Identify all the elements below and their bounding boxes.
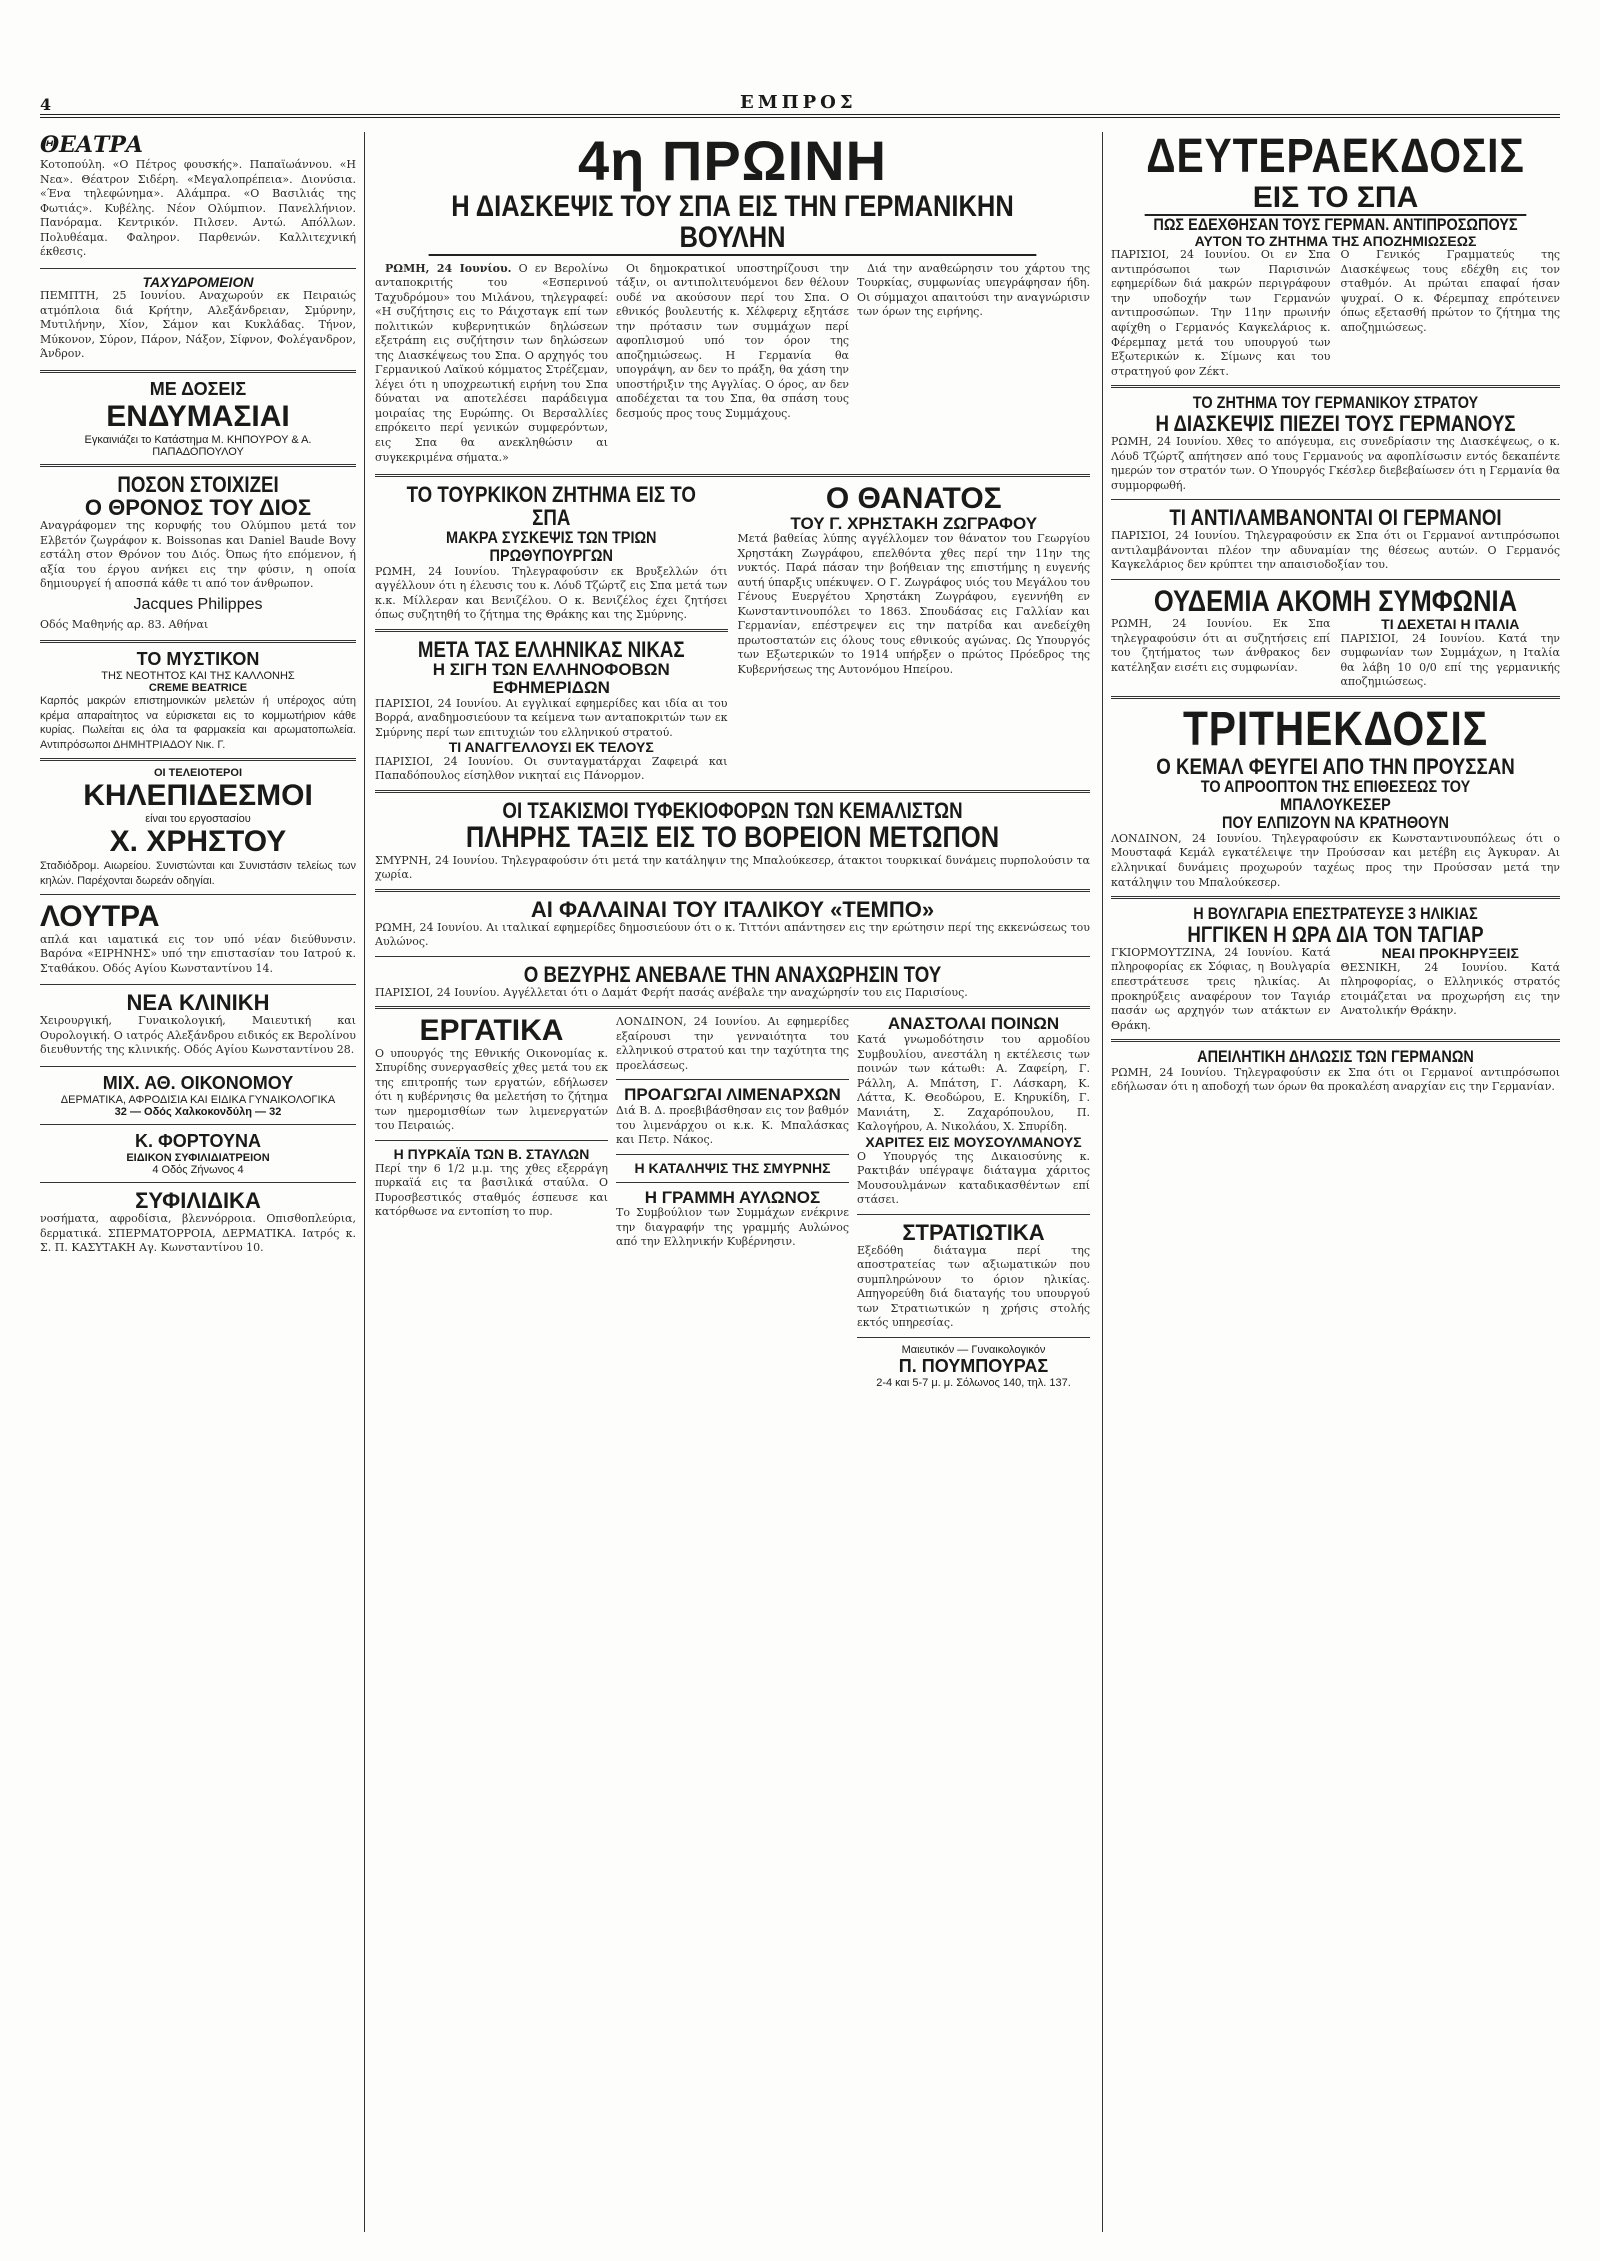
doctor2-name: Κ. ΦΟΡΤΟΥΝΑ bbox=[135, 1130, 261, 1151]
military-title: ΣΤΡΑΤΙΩΤΙΚΑ bbox=[902, 1219, 1045, 1245]
doctor1-ad bbox=[40, 1073, 356, 1118]
kemalists-text: ΣΜΥΡΝΗ, 24 Ιουνίου. Τηλεγραφούσιν ότι μετά την κατάληψιν της Μπαλούκεσερ, άτακτοι τουρκικαί δυνάμεις πυρπολούσιν τα χωρία. bbox=[375, 853, 1090, 882]
theatre-title: ΘΕΑΤΡΑ bbox=[40, 132, 143, 158]
fishermen-title: ΑΙ ΦΑΛΑΙΝΑΙ ΤΟΥ ΙΤΑΛΙΚΟΥ «ΤΕΜΠΟ» bbox=[530, 896, 935, 922]
zeus-section bbox=[40, 473, 356, 632]
main-headline: Η ΔΙΑΣΚΕΨΙΣ ΤΟΥ ΣΠΑ ΕΙΣ ΤΗΝ ΓΕΡΜΑΝΙΚΗΝ ΒΟΥΛΗΝ bbox=[429, 191, 1037, 256]
mystic-text: Καρπός μακρών επιστημονικών μελετών ή υπέροχος αύτη κρέμα απαραίτητος να εύρισκεται εις το κομμωτήριον κάθε κυρίας. Πωλείται εις όλα τα φαρμακεία και αρωματοπωλεία. Αντιπρόσωποι ΔΗΜΗΤΡΙΑΔΟΥ Νικ. Γ. bbox=[40, 695, 356, 751]
syph-ad bbox=[40, 1189, 356, 1256]
spa-headline-2: ΑΥΤΟΝ ΤΟ ΖΗΤΗΜΑ ΤΗΣ ΑΠΟΖΗΜΙΩΣΕΩΣ bbox=[1194, 232, 1477, 249]
doctor1-address: 32 — Οδός Χαλκοκονδύλη — 32 bbox=[114, 1105, 282, 1118]
vesuvius-text: ΠΑΡΙΣΙΟΙ, 24 Ιουνίου. Αγγέλλεται ότι ο Δαμάτ Φερήτ πασάς ανέβαλε την αναχώρησίν του εις Παρισίους. bbox=[375, 985, 968, 999]
baths-ad bbox=[40, 901, 356, 976]
german-statement-text: ΡΩΜΗ, 24 Ιουνίου. Τηλεγραφούσιν εκ Σπα ότι οι Γερμανοί αντιπρόσωποι εδήλωσαν ότι η αποδοχή των όρων θα προκαλέση αναρχίαν εις την Γερμανίαν. bbox=[1111, 1065, 1560, 1094]
ferry-text: ΠΕΜΠΤΗ, 25 Ιουνίου. Αναχωρούν εκ Πειραιώς ατμόπλοια διά Κρήτην, Αλεξάνδρειαν, Σμύρνην, Μυτιλήνην, Χίον, Σάμον και Κυκλάδας. Τήνον, Μύκονον, Σύρον, Πάρον, Νάξον, Σίφνον, Φολέγανδρον, Άνδρον. bbox=[40, 289, 356, 361]
bulgaria-sub: ΗΓΓΙΚΕΝ Η ΩΡΑ ΔΙΑ ΤΟΝ ΤΑΓΙΑΡ bbox=[1187, 921, 1484, 947]
bulgaria-text-2: ΘΕΣΝΙΚΗ, 24 Ιουνίου. Κατά πληροφορίας, ο Ελληνικός στρατός ετοιμάζεται να προχωρήση εις την Ανατολικήν Θράκην. bbox=[1340, 960, 1560, 1018]
edition-banner: 4η ΠΡΩΙΝΗ bbox=[577, 132, 888, 192]
masthead bbox=[40, 88, 1560, 118]
mystic-title: ΤΟ ΜΥΣΤΙΚΟΝ bbox=[136, 649, 260, 670]
baths-text: απλά και ιαματικά εις τον υπό νέαν διεύθυνσιν. Βαρόνα «ΕΙΡΗΝΗΣ» υπό την επιστασίαν του Ιατρού κ. Σταθάκου. Οδός Αγίου Κωνσταντίνου 14. bbox=[40, 932, 356, 975]
avlona-text: Το Συμβούλιον των Συμμάχων ενέκρινε την διαγραφήν της γραμμής Αυλώνος από την Ελληνικήν Κυβέρνησιν. bbox=[616, 1206, 849, 1249]
east-text: Κατά γνωμοδότησιν του αρμοδίου Συμβουλίου, ανεστάλη η εκτέλεσις των ποινών των κάτωθι: Α. Ζαφείρη, Γ. Ράλλη, Α. Μπάτση, Γ. Λάσκαρη, Κ. Λάττα, Κ. Θεοδώρου, Ε. Κηρυκίδη, Γ. Μανιάτη, Σ. Ζαχαρόπουλου, Π. Καλογήρου, Α. Νικολάου, Χ. Σπυρίδη. bbox=[857, 1033, 1090, 1134]
lead-text: Ο εν Βερολίνω ανταποκριτής του «Εσπερινού Ταχυδρόμου» του Μιλάνου, τηλεγραφεί: «Η συζήτησις εις το Ράιχσταγκ επί των πολιτικών κυβερνητικών δηλώσεων εξετράπη εις συζήτησιν των δηλώσεων της Διασκέψεως του Σπα. Ο αρχηγός του Γερμανικού Λαϊκού κόμματος Στρέζεμαν, λέγει ότι η υποχρεωτική ειρήνη του Σπα δύναται να αποτελέσει παράδειγμα μοιραίας της Ευρώπης. Οι Βερσαλλίες επρόκειτο περί γενικών συμφερόντων, εις Σπα θα ανεκληθώσιν αι συγκεκριμένα σήματα.» bbox=[375, 261, 608, 464]
zeus-big: Ο ΘΡΟΝΟΣ ΤΟΥ ΔΙΟΣ bbox=[84, 494, 312, 520]
mystic-brand: CREME BEATRICE bbox=[148, 682, 248, 695]
lead-article bbox=[375, 262, 1090, 468]
turkish-sub: ΜΑΚΡΑ ΣΥΣΚΕΨΙΣ ΤΩΝ ΤΡΙΩΝ ΠΡΩΘΥΠΟΥΡΓΩΝ bbox=[446, 528, 657, 566]
charity-title: ΧΑΡΙΤΕΣ ΕΙΣ ΜΟΥΣΟΥΛΜΑΝΟΥΣ bbox=[865, 1133, 1082, 1150]
italy-title: ΤΙ ΔΕΧΕΤΑΙ Η ΙΤΑΛΙΑ bbox=[1381, 616, 1520, 633]
newspaper-title: ΕΜΠΡΟΣ bbox=[740, 92, 857, 113]
syph-text: νοσήματα, αφροδίσια, βλεννόρροια. Οπισθοπλεύρια, δερματικά. ΣΠΕΡΜΑΤΟΡΡΟΙΑ, ΔΕΡΜΑΤΙΚΑ. Ιατρός κ. Σ. Π. ΚΑΣΥΤΑΚΗ Αγ. Κωνσταντίνου 10. bbox=[40, 1212, 356, 1255]
germans-title: ΤΙ ΑΝΤΙΛΑΜΒΑΝΟΝΤΑΙ ΟΙ ΓΕΡΜΑΝΟΙ bbox=[1169, 505, 1502, 531]
ports-title: ΠΡΟΑΓΩΓΑΙ ΛΙΜΕΝΑΡΧΩΝ bbox=[624, 1085, 841, 1105]
kemal-text: ΛΟΝΔΙΝΟΝ, 24 Ιουνίου. Τηλεγραφούσιν εκ Κωνσταντινουπόλεως ότι ο Μουσταφά Κεμάλ εγκατέλειψε την Προύσσαν και μετέβη εις Άγκυραν. Αι ελληνικαί δυνάμεις προχωρούν ταχέως προς την Προύσσαν μετά την κατάληψιν του Μπαλούκεσερ. bbox=[1111, 831, 1560, 889]
labour-text: Ο υπουργός της Εθνικής Οικονομίας κ. Σπυρίδης συνεργασθείς χθες μετά του εκ της επιτροπής των εργατών, εδήλωσεν ότι η κυβέρνησις θα μελετήση το ζήτημα των ημερομισθίων των λιμενεργατών του Πειραιώς. bbox=[375, 1046, 608, 1133]
labour-title: ΕΡΓΑΤΙΚΑ bbox=[419, 1014, 564, 1048]
turkish-death-row bbox=[375, 483, 1090, 784]
military-text: Εξεδόθη διάταγμα περί της αποστρατείας των αξιωματικών που συμπληρώνουν το όριον ηλικίας. Απηγορεύθη διά διαταγής του υπουργού των Στρατιωτικών η χρήσις στολής εκτός υπηρεσίας. bbox=[857, 1243, 1090, 1330]
theatre-section bbox=[40, 132, 356, 260]
latest-title: ΟΙ ΤΕΛΕΙΟΤΕΡΟΙ bbox=[153, 767, 243, 780]
ports-text: Διά Β. Δ. προεβιβάσθησαν εις τον βαθμόν του λιμενάρχου οι κ.κ. Κ. Μπαλάσκας και Πετρ. Νάκος. bbox=[616, 1104, 849, 1147]
center-column bbox=[375, 132, 1090, 2232]
left-column bbox=[40, 132, 365, 2232]
doctor2-text: ΕΙΔΙΚΟΝ ΣΥΦΙΛΙΔΙΑΤΡΕΙΟΝ bbox=[126, 1151, 270, 1164]
latest-name: Χ. ΧΡΗΣΤΟΥ bbox=[109, 825, 287, 859]
latest-sub: είναι του εργοστασίου bbox=[145, 813, 251, 826]
ferry-section bbox=[40, 275, 356, 362]
kemal-sub-2: ΠΟΥ ΕΛΠΙΖΟΥΝ ΝΑ ΚΡΑΤΗΘΟΥΝ bbox=[1222, 813, 1449, 833]
doctor1-name: ΜΙΧ. ΑΘ. ΟΙΚΟΝΟΜΟΥ bbox=[102, 1072, 294, 1093]
spa-text-2: Ο Γενικός Γραμματεύς της Διασκέψεως τους εδέχθη εις τον σταθμόν. Αι πρώται επαφαί ήσαν ψυχραί. Ο κ. Φέρεμπαχ επρότεινεν όπως εξετασθή πρώτον το ζήτημα της αποζημιώσεως. bbox=[1340, 248, 1560, 334]
army-text: ΡΩΜΗ, 24 Ιουνίου. Χθες το απόγευμα, εις συνεδρίασιν της Διασκέψεως, ο κ. Λόυδ Τζώρτζ απήτησεν από τους Γερμανούς να αφοπλίσωσιν εντός δεκαπέντε ημερών τον στρατόν των. Ο Υπουργός Γκέσλερ διεβεβαίωσεν ότι η Γερμανία θα συμμορφωθή. bbox=[1111, 435, 1560, 492]
doctor1-text: ΔΕΡΜΑΤΙΚΑ, ΑΦΡΟΔΙΣΙΑ ΚΑΙ ΕΙΔΙΚΑ ΓΥΝΑΙΚΟΛΟΓΙΚΑ bbox=[60, 1093, 336, 1106]
ferry-title: ΤΑΧΥΔΡΟΜΕΙΟΝ bbox=[142, 273, 254, 290]
lead-text-3: Διά την αναθεώρησιν του χάρτου της Τουρκίας, συμφωνίας υπεγράφησαν ήδη. Οι σύμμαχοι απαιτούσι την αναγνώρισιν των όρων της ειρήνης. bbox=[857, 261, 1090, 319]
theatre-text: Κοτοπούλη. «Ο Πέτρος φουσκής». Παπαϊωάννου. «Η Νεα». Θέατρον Σιδέρη. «Μεγαλοπρέπεια». Διονύσια. «Ένα τηλεφώνημα». Αλάμπρα. «Ο Βασιλιάς της Φωτιάς». Κυβέλης. Νέον Ολύμπιον. Πανελλήνιον. Πανόραμα. Κεντρικόν. Πιλσεν. Αντώ. Απόλλων. Πολυθέαμα. Φαληρον. Παρθενών. Καλλιτεχνική έκθεσις. bbox=[40, 158, 356, 259]
death-title: Ο ΘΑΝΑΤΟΣ bbox=[825, 482, 1002, 516]
victories-sub2: ΤΙ ΑΝΑΓΓΕΛΛΟΥΣΙ ΕΚ ΤΕΛΟΥΣ bbox=[448, 739, 654, 756]
army-title: ΤΟ ΖΗΤΗΜΑ ΤΟΥ ΓΕΡΜΑΝΙΚΟΥ ΣΤΡΑΤΟΥ bbox=[1192, 393, 1479, 413]
smyrna-title: Η ΚΑΤΑΛΗΨΙΣ ΤΗΣ ΣΜΥΡΝΗΣ bbox=[634, 1159, 831, 1176]
zeus-address: Οδός Μαθηνής αρ. 83. Αθήναι bbox=[40, 617, 209, 631]
second-edition-sub: ΕΙΣ ΤΟ ΣΠΑ bbox=[1252, 181, 1419, 215]
page-number: 4 bbox=[40, 95, 52, 114]
doctor2-address: 4 Οδός Ζήνωνος 4 bbox=[152, 1163, 244, 1176]
labour-cont: ΛΟΝΔΙΝΟΝ, 24 Ιουνίου. Αι εφημερίδες εξαίρουσι την γενναιότητα του ελληνικού στρατού και την ταχύτητα της προελάσεως. bbox=[616, 1015, 849, 1072]
italy-text: ΠΑΡΙΣΙΟΙ, 24 Ιουνίου. Κατά την συμφωνίαν των Συμμάχων, η Ιταλία θα λάβη 10 0/0 επί της γερμανικής αποζημιώσεως. bbox=[1340, 631, 1560, 689]
bulgaria-title: Η ΒΟΥΛΓΑΡΙΑ ΕΠΕΣΤΡΑΤΕΥΣΕ 3 ΗΛΙΚΙΑΣ bbox=[1193, 904, 1478, 924]
mystic-ad bbox=[40, 649, 356, 752]
dresses-big: ΕΝΔΥΜΑΣΙΑΙ bbox=[106, 399, 290, 433]
victories-sub: Η ΣΙΓΗ ΤΩΝ ΕΛΛΗΝΟΦΟΒΩΝ ΕΦΗΜΕΡΙΔΩΝ bbox=[432, 660, 670, 697]
avlona-title: Η ΓΡΑΜΜΗ ΑΥΛΩΝΟΣ bbox=[644, 1187, 821, 1207]
charity-text: Ο Υπουργός της Δικαιοσύνης κ. Ρακτιβάν υπέγραψε διάταγμα χάριτος Μουσουλμάνων καταδικασθέντων επί στάσει. bbox=[857, 1149, 1090, 1207]
hernia-ad bbox=[40, 767, 356, 888]
germans-text: ΠΑΡΙΣΙΟΙ, 24 Ιουνίου. Τηλεγραφούσιν εκ Σπα ότι οι Γερμανοί αντιπρόσωποι αντιλαμβάνονται πλέον την αδυναμίαν της θέσεως αυτών. Ο Γερμανός Καγκελάριος δεν κρύπτει την απαισιοδοξίαν του. bbox=[1111, 529, 1560, 572]
zeus-text: Αναγράφομεν της κορυφής του Ολύμπου μετά τον Ελβετόν ζωγράφον κ. Boissonas και Daniel Baude Bovy εστάλη στον Θρόνον του Διός. Όπως ήτο επόμενον, ή αξία του έργου ανήκει εις την φύσιν, η οποία δημιουργεί ή αποσπά κάθε τι από τον άνθρωπον. bbox=[40, 519, 356, 591]
death-sub: ΤΟΥ Γ. ΧΡΗΣΤΑΚΗ ΖΩΓΡΑΦΟΥ bbox=[790, 513, 1038, 533]
doctor3-sub: Μαιευτικόν — Γυναικολογικόν bbox=[901, 1343, 1046, 1356]
fire-title: Η ΠΥΡΚΑΪΑ ΤΩΝ Β. ΣΤΑΥΛΩΝ bbox=[393, 1145, 590, 1162]
lead-dateline: ΡΩΜΗ, 24 Ιουνίου. bbox=[385, 261, 512, 275]
dresses-text: Εγκαινιάζει το Κατάστημα Μ. ΚΗΠΟΥΡΟΥ & Α. ΠΑΠΑΔΟΠΟΥΛΟΥ bbox=[84, 433, 312, 458]
latest-big: ΚΗΛΕΠΙΔΕΣΜΟΙ bbox=[83, 779, 313, 813]
death-text: Μετά βαθείας λύπης αγγέλλομεν τον θάνατον του Γεωργίου Χρηστάκη Ζωγράφου, επελθόντα χθες περί την 11ην της νυκτός. Παρά πάσαν την βοήθειαν της επιστήμης η ευγενής αυτή ύπαρξις υπέκυψεν. Ο Γ. Ζωγράφος υιός του Μεγάλου του Γένους Ευεργέτου Χρηστάκη Ζωγράφου, εγεννήθη εν Κωνσταντινουπόλει το 1863. Σπουδάσας εις Γαλλίαν και Γερμανίαν, επέστρεψεν εις την πατρίδα και ανεδείχθη πρωτοστατών εις όλους τους εθνικούς αγώνας. Ως Υπουργός των Εξωτερικών το 1914 υπήρξεν ο πρώτος Πρόεδρος της Κυβερνήσεως της Αυτονόμου Ηπείρου. bbox=[737, 532, 1090, 676]
dresses-ad bbox=[40, 379, 356, 458]
doctor3-name: Π. ΠΟΥΜΠΟΥΡΑΣ bbox=[898, 1355, 1049, 1376]
clinic-title: ΝΕΑ ΚΛΙΝΙΚΗ bbox=[126, 990, 270, 1016]
zeus-title: ΠΟΣΟΝ ΣΤΟΙΧΙΖΕΙ bbox=[117, 471, 279, 497]
victories-text: ΠΑΡΙΣΙΟΙ, 24 Ιουνίου. Αι εγγλικαί εφημερίδες και ιδία αι του Βορρά, αναδημοσιεύουν τα κείμενα των ανταποκριτών των εκ Σμύρνης περί των επιτυχιών του ελληνικού στρατού. bbox=[375, 696, 728, 739]
latest-text: Σταδιόδρομ. Αιωρείου. Συνιστώνται και Συνιστάσιν τελείως των κηλών. Παρέχονται δωρεάν οδηγίαι. bbox=[40, 860, 356, 887]
lead-text-2: Οι δημοκρατικοί υποστηρίζουσι την τάξιν, οι αντιπολιτευόμενοι δεν θέλουν ουδέ να ακούσουν περί του Σπα. Ο εθνικός βουλευτής κ. Χέλφεριχ εξητάσε την πρότασιν των συμμάχων περί αφοπλισμού υπό τον όρον της αποζημιώσεως. Η Γερμανία θα υπογράψη, αν δεν το πράξη, θα χάση την υποστήριξιν της Αγγλίας. Ο όρος, αν δεν αποδέχεται τα του Σπα, θα σπάση τους δεσμούς προς τους Συμμάχους. bbox=[616, 261, 849, 420]
victories-title: ΜΕΤΑ ΤΑΣ ΕΛΛΗΝΙΚΑΣ ΝΙΚΑΣ bbox=[417, 636, 685, 662]
fire-text: Περί την 6 1/2 μ.μ. της χθες εξερράγη πυρκαϊά εις τα βασιλικά σταύλα. Ο Πυροσβεστικός σταθμός έσπευσε και κατόρθωσε να εντοπίση το πυρ. bbox=[375, 1161, 608, 1219]
doctor2-ad bbox=[40, 1131, 356, 1176]
third-edition-banner: ΤΡΙΤΗΕΚΔΟΣΙΣ bbox=[1182, 702, 1488, 756]
zeus-signature: Jacques Philippes bbox=[133, 595, 263, 613]
bottom-row bbox=[375, 1015, 1090, 1392]
spa-text-1: ΠΑΡΙΣΙΟΙ, 24 Ιουνίου. Οι εν Σπα αντιπρόσωποι των Παρισινών εφημερίδων διά μακρών περιγράφουν την υποδοχήν των Γερμανών αντιπροσώπων. Την 11ην πρωινήν αφίχθη ο Γερμανός Καγκελάριος κ. Φέρεμπαχ μετά του υπουργού των Εξωτερικών κ. Σίμωνς και του στρατηγού φον Ζέκτ. bbox=[1111, 248, 1331, 378]
east-title: ΑΝΑΣΤΟΛΑΙ ΠΟΙΝΩΝ bbox=[887, 1014, 1060, 1034]
clinic-ad bbox=[40, 991, 356, 1058]
fishermen-text: ΡΩΜΗ, 24 Ιουνίου. Αι ιταλικαί εφημερίδες δημοσιεύουν ότι ο κ. Τιττόνι απάντησεν εις την ερώτησιν περί της εκκενώσεως του Αυλώνος. bbox=[375, 920, 1090, 949]
syph-title: ΣΥΦΙΛΙΔΙΚΑ bbox=[135, 1187, 261, 1213]
baths-title: ΛΟΥΤΡΑ bbox=[40, 900, 160, 934]
army-sub: Η ΔΙΑΣΚΕΨΙΣ ΠΙΕΖΕΙ ΤΟΥΣ ΓΕΡΜΑΝΟΥΣ bbox=[1155, 410, 1516, 436]
dresses-title: ΜΕ ΔΟΣΕΙΣ bbox=[149, 378, 247, 399]
vesuvius-title: Ο ΒΕΖΥΡΗΣ ΑΝΕΒΑΛΕ ΤΗΝ ΑΝΑΧΩΡΗΣΙΝ ΤΟΥ bbox=[523, 961, 942, 987]
spa-headline: ΠΩΣ ΕΔΕΧΘΗΣΑΝ ΤΟΥΣ ΓΕΡΜΑΝ. ΑΝΤΙΠΡΟΣΩΠΟΥΣ bbox=[1145, 214, 1527, 234]
nodeal-title: ΟΥΔΕΜΙΑ ΑΚΟΜΗ ΣΥΜΦΩΝΙΑ bbox=[1153, 584, 1518, 618]
turkish-title: ΤΟ ΤΟΥΡΚΙΚΟΝ ΖΗΤΗΜΑ ΕΙΣ ΤΟ ΣΠΑ bbox=[406, 482, 696, 531]
kemalists-sub: ΠΛΗΡΗΣ ΤΑΞΙΣ ΕΙΣ ΤΟ ΒΟΡΕΙΟΝ ΜΕΤΩΠΟΝ bbox=[465, 821, 1000, 855]
turkish-text: ΡΩΜΗ, 24 Ιουνίου. Τηλεγραφούσιν εκ Βρυξελλών ότι αγγέλλουν ότι η έλευσις του κ. Λόυδ Τζώρτζ εις Σπα μετά των κ.κ. Μίλλεραν και Βενιζέλου. Ο κ. Βενιζέλος έχει ζητήσει όπως συζητηθή το ζήτημα της Θράκης και της Σμύρνης. bbox=[375, 564, 728, 622]
right-column bbox=[1102, 132, 1560, 2232]
clinic-text: Χειρουργική, Γυναικολογική, Μαιευτική και Ουρολογική. Ο ιατρός Αλεξάνδρου ειδικός εκ Βερολίνου διευθυντής της κλινικής. Οδός Αγίου Κωνσταντίνου 28. bbox=[40, 1014, 356, 1057]
second-edition-banner: ΔΕΥΤΕΡΑΕΚΔΟΣΙΣ bbox=[1146, 132, 1525, 183]
mystic-sub: ΤΗΣ ΝΕΟΤΗΤΟΣ ΚΑΙ ΤΗΣ ΚΑΛΛΟΝΗΣ bbox=[101, 670, 295, 683]
nodeal-text: ΡΩΜΗ, 24 Ιουνίου. Εκ Σπα τηλεγραφούσιν ότι αι συζητήσεις επί του ζητήματος των άνθρακος δεν κατέληξαν εισέτι εις συμφωνίαν. bbox=[1111, 617, 1331, 674]
bulgaria-sub-2: ΝΕΑΙ ΠΡΟΚΗΡΥΞΕΙΣ bbox=[1381, 944, 1519, 961]
victories-text2: ΠΑΡΙΣΙΟΙ, 24 Ιουνίου. Οι συνταγματάρχαι Ζαφειρά και Παπαδόπουλος είσηλθον νικηταί εις Πάνορμον. bbox=[375, 754, 728, 783]
kemal-sub: ΤΟ ΑΠΡΟΟΠΤΟΝ ΤΗΣ ΕΠΙΘΕΣΕΩΣ ΤΟΥ ΜΠΑΛΟΥΚΕΣΕΡ bbox=[1200, 777, 1471, 815]
kemal-title: Ο ΚΕΜΑΛ ΦΕΥΓΕΙ ΑΠΟ ΤΗΝ ΠΡΟΥΣΣΑΝ bbox=[1156, 754, 1515, 780]
doctor3-address: 2-4 και 5-7 μ. μ. Σόλωνος 140, τηλ. 137. bbox=[876, 1376, 1071, 1389]
kemalists-title: ΟΙ ΤΣΑΚΙΣΜΟΙ ΤΥΦΕΚΙΟΦΟΡΩΝ ΤΩΝ ΚΕΜΑΛΙΣΤΩΝ bbox=[502, 798, 963, 823]
german-statement-title: ΑΠΕΙΛΗΤΙΚΗ ΔΗΛΩΣΙΣ ΤΩΝ ΓΕΡΜΑΝΩΝ bbox=[1197, 1047, 1474, 1067]
bulgaria-text: ΓΚΙΟΡΜΟΥΤΖΙΝΑ, 24 Ιουνίου. Κατά πληροφορίας εκ Σόφιας, η Βουλγαρία επεστράτευσε τρεις ηλικίας. Αι προκηρύξεις αναφέρουν τον Ταγιάρ πασάν ως αρχηγόν των ατάκτων εν Θράκη. bbox=[1111, 945, 1331, 1032]
newspaper-page bbox=[40, 60, 1560, 2240]
